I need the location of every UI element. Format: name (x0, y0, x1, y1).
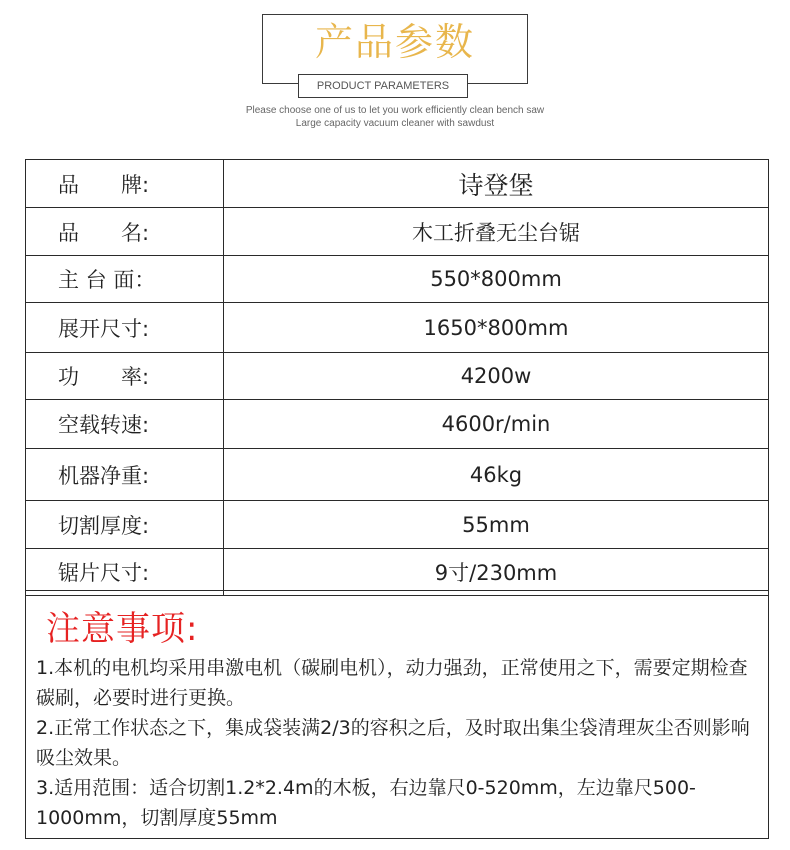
spec-value: 1650*800mm (224, 303, 769, 353)
spec-label: 空载转速: (26, 400, 224, 449)
note-item: 2.正常工作状态之下，集成袋装满2/3的容积之后，及时取出集尘袋清理灰尘否则影响吸尘效果。 (36, 717, 750, 769)
spec-row-expanded-size (26, 303, 769, 353)
notes-section (25, 590, 769, 839)
spec-row-brand (26, 160, 769, 208)
notes-list (36, 653, 762, 833)
spec-label: 锯片尺寸: (26, 549, 224, 596)
page-subtitle: PRODUCT PARAMETERS (298, 74, 468, 98)
spec-value: 4600r/min (224, 400, 769, 449)
spec-row-cutting-depth (26, 501, 769, 549)
header-description-line-1: Please choose one of us to let you work efficiently clean bench saw (245, 105, 545, 116)
note-item: 1.本机的电机均采用串激电机（碳刷电机），动力强劲，正常使用之下，需要定期检查碳刷，必要时进行更换。 (36, 657, 748, 709)
spec-row-no-load-speed (26, 400, 769, 449)
spec-row-net-weight (26, 449, 769, 501)
spec-row-product-name (26, 208, 769, 256)
spec-row-blade-size (26, 549, 769, 596)
header-description-line-2: Large capacity vacuum cleaner with sawdust (295, 118, 495, 129)
note-item: 3.适用范围：适合切割1.2*2.4m的木板，右边靠尺0-520mm，左边靠尺500-1000mm，切割厚度55mm (36, 777, 696, 829)
spec-table (25, 159, 769, 596)
spec-label: 主 台 面： (26, 256, 224, 303)
notes-title: 注意事项: (46, 609, 199, 649)
spec-row-table-size (26, 256, 769, 303)
spec-label: 品 名: (26, 208, 224, 256)
page-title: 产品参数 (314, 20, 475, 64)
spec-value: 46kg (224, 449, 769, 501)
spec-label: 展开尺寸: (26, 303, 224, 353)
spec-label: 品 牌: (26, 160, 224, 208)
spec-value: 木工折叠无尘台锯 (224, 208, 769, 256)
spec-label: 功 率: (26, 353, 224, 400)
spec-value: 550*800mm (224, 256, 769, 303)
spec-value: 4200w (224, 353, 769, 400)
spec-value: 9寸/230mm (224, 549, 769, 596)
spec-value: 诗登堡 (224, 160, 769, 208)
spec-row-power (26, 353, 769, 400)
spec-label: 机器净重: (26, 449, 224, 501)
spec-label: 切割厚度: (26, 501, 224, 549)
spec-value: 55mm (224, 501, 769, 549)
